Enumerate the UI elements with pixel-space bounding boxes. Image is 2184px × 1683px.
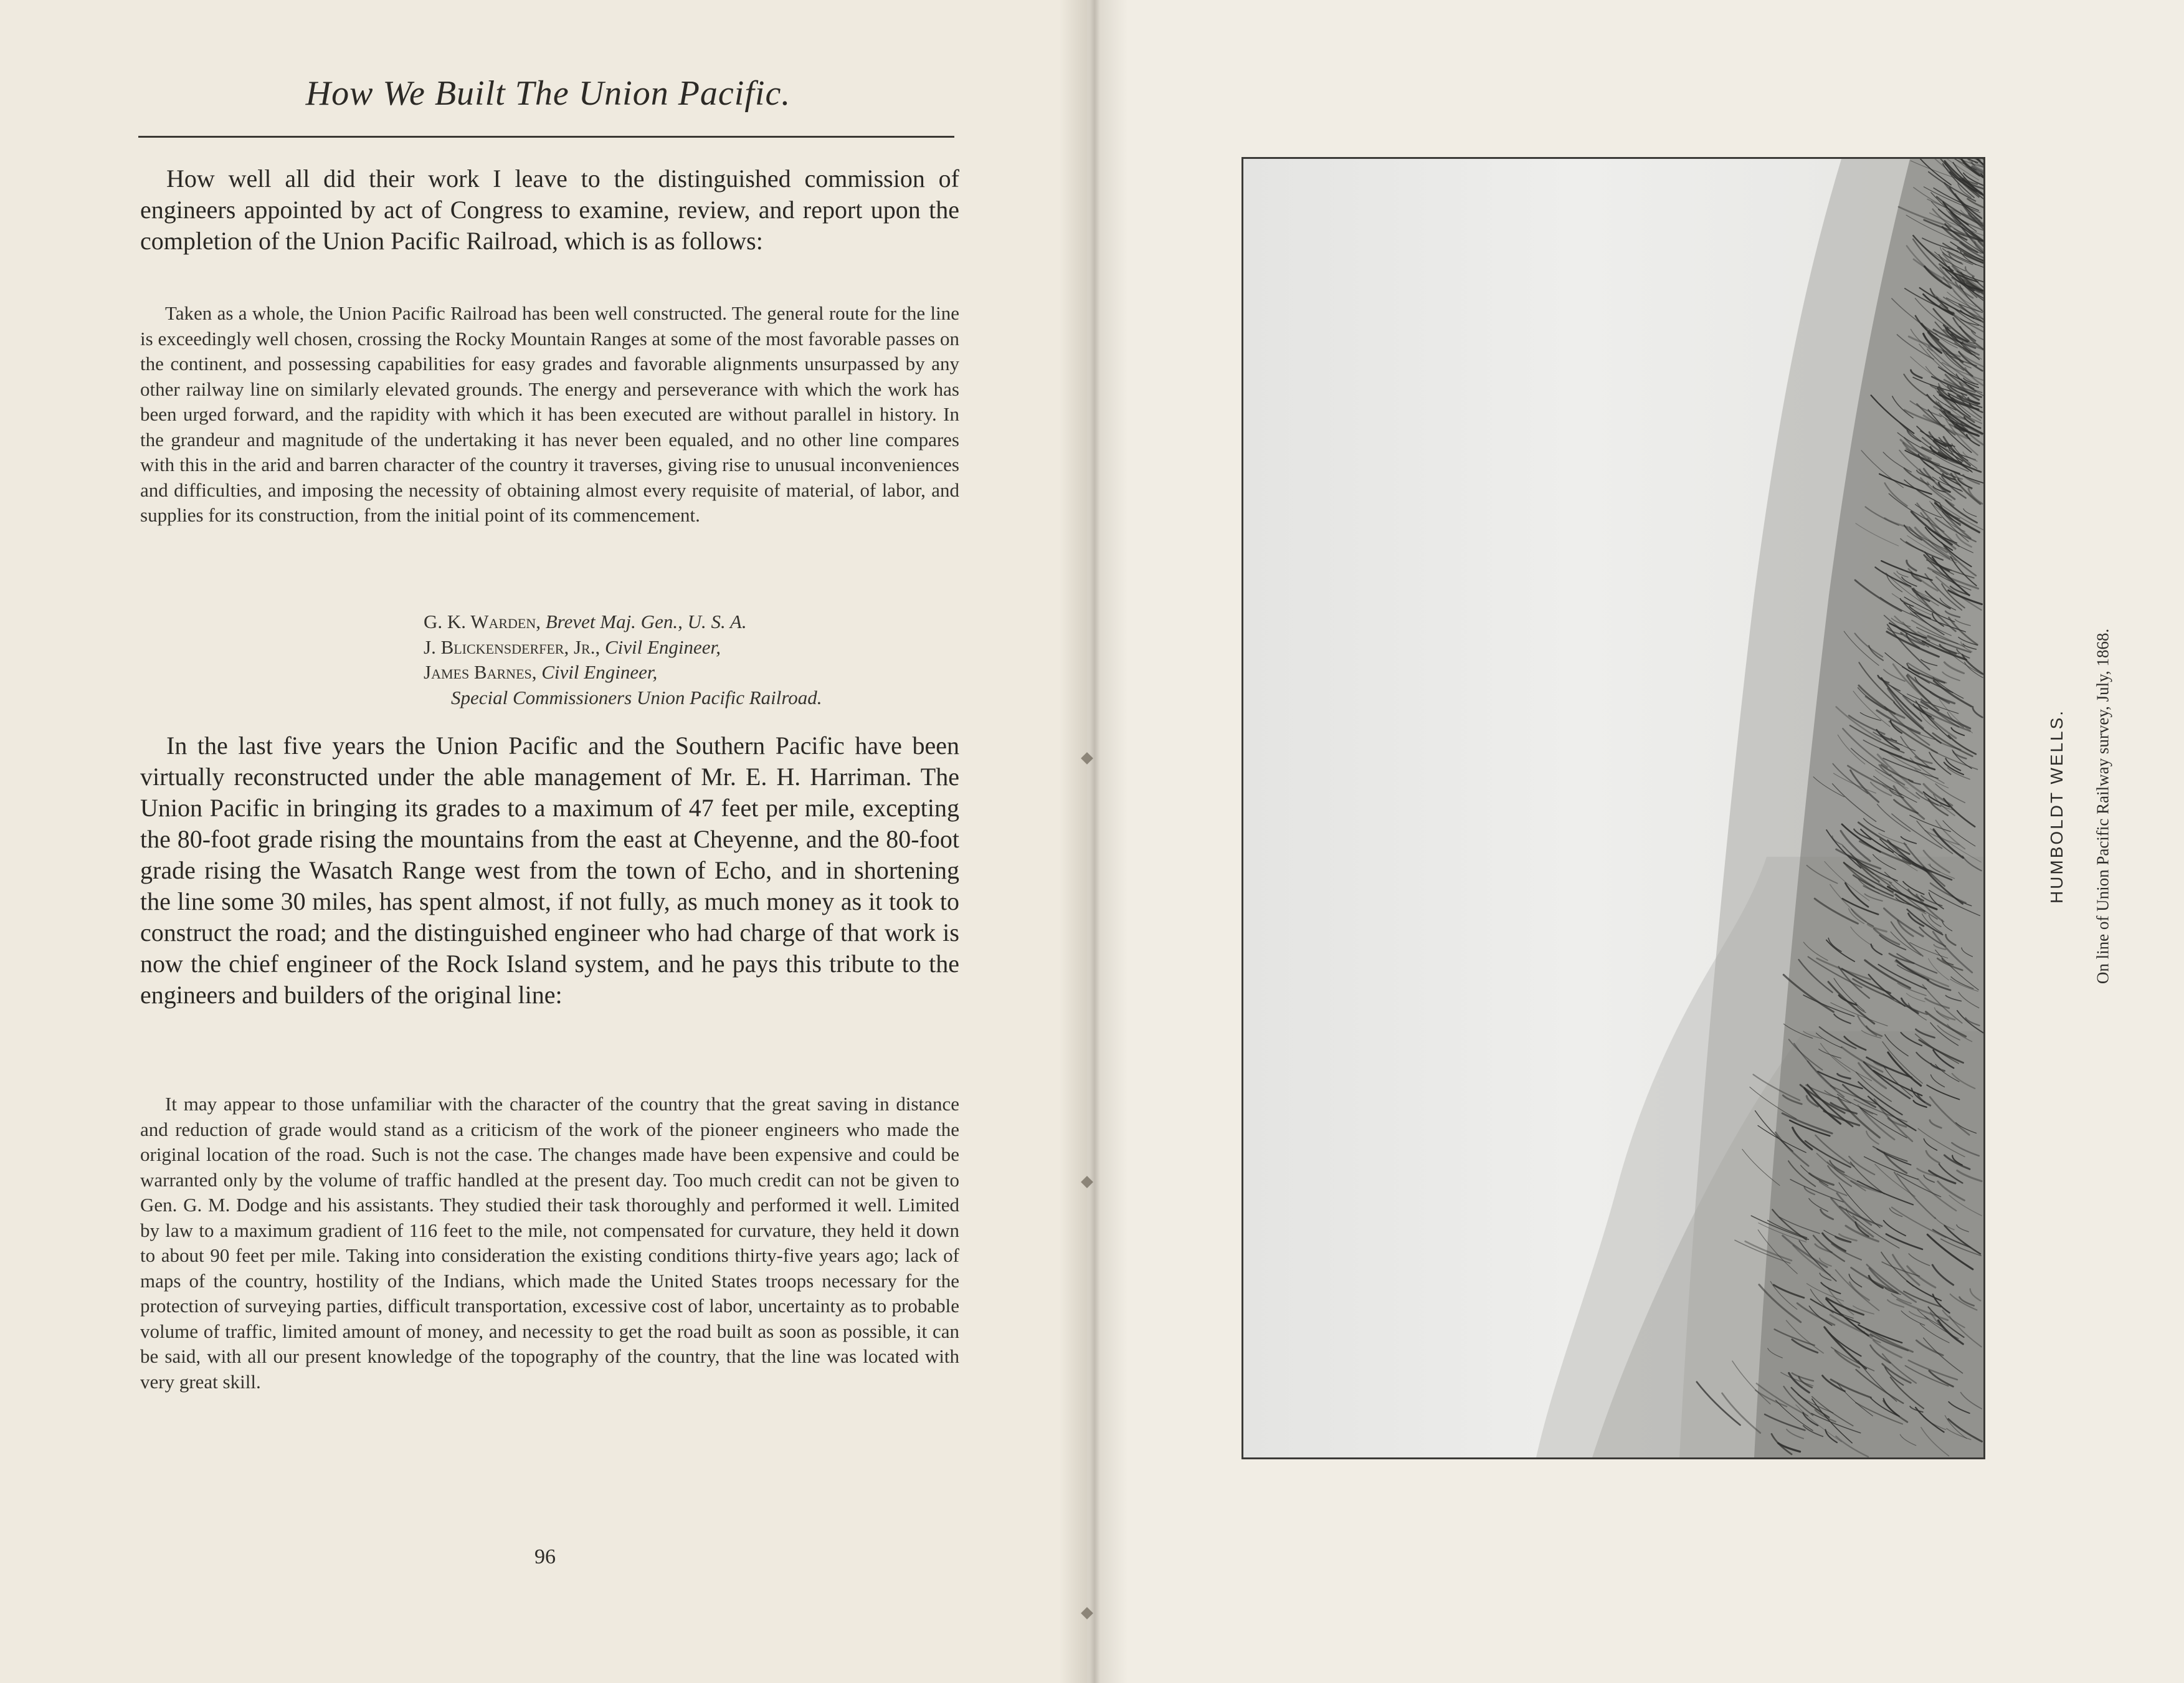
signature-line-3: [424, 660, 959, 685]
left-page: [0, 0, 1087, 1683]
signature-line-4: [424, 685, 959, 711]
plate-caption-subtitle: On line of Union Pacific Railway survey, July, 1868.: [2093, 628, 2112, 985]
signature-block: [424, 609, 959, 710]
book-gutter: [1059, 0, 1128, 1683]
landscape-engraving-icon: [1243, 159, 1983, 1457]
commission-quote: Taken as a whole, the Union Pacific Railroad has been well constructed. The general route for the line is exceedingly well chosen, crossing the Rocky Mountain Ranges at some of the most favorable passes on the continent, and possessing capabilities for easy grades and favorable alignments unsurpassed by any other railway line on similarly elevated grounds. The energy and perseverance with which the work has been urged forward, and the rapidity with which it has been executed are without parallel in history. In the grandeur and magnitude of the undertaking it has never been equaled, and no other line compares with this in the arid and barren character of the country it traverses, giving rise to unusual inconveniences and difficulties, and imposing the necessity of obtaining almost every requisite of material, of labor, and supplies for its construction, from the initial point of its commencement.: [140, 302, 959, 526]
header-rule: [138, 136, 954, 138]
signature-name: G. K. Warden,: [424, 611, 541, 632]
running-head: How We Built The Union Pacific.: [305, 74, 791, 113]
engineer-quote: It may appear to those unfamiliar with the character of the country that the great saving in distance and reduction of grade would stand as a criticism of the work of the pioneer engineers who made the original location of the road. Such is not the case. The changes made have been expensive and could be warranted only by the volume of traffic handled at the present day. Too much credit can not be given to Gen. G. M. Dodge and his assistants. They studied their task thoroughly and performed it well. Limited by law to a maximum gradient of 116 feet to the mile, not compensated for curvature, they held it down to about 90 feet per mile. Taking into consideration the existing conditions thirty-five years ago; lack of maps of the country, hostility of the Indians, which made the United States troops necessary for the protection of surveying parties, difficult transportation, excessive cost of labor, uncertainty as to probable volume of traffic, limited amount of money, and necessity to get the road built as soon as possible, it can be said, with all our present knowledge of the topography of the country, that the line was located with very great skill.: [140, 1093, 959, 1393]
signature-title: Special Commissioners Union Pacific Railroad.: [451, 686, 822, 708]
body-paragraph-1: How well all did their work I leave to the distinguished commission of engineers appointed by act of Congress to examine, review, and report upon the completion of the Union Pacific Railroad, which is as follows:: [140, 164, 959, 255]
signature-name: J. Blickensderfer, Jr.,: [424, 636, 601, 658]
signature-title: Civil Engineer,: [541, 661, 658, 683]
signature-title: Civil Engineer,: [604, 636, 721, 658]
landscape-plate-image: [1242, 157, 1985, 1459]
body-paragraph-2: In the last five years the Union Pacific and the Southern Pacific have been virtually reconstructed under the able management of Mr. E. H. Harriman. The Union Pacific in bringing its grades to a maximum of 47 feet per mile, excepting the 80-foot grade rising the mountains from the east at Cheyenne, and the 80-foot grade rising the Wasatch Range west from the town of Echo, and in shortening the line some 30 miles, has spent almost, if not fully, as much money as it took to construct the road; and the distinguished engineer who had charge of that work is now the chief engineer of the Rock Island system, and he pays this tribute to the engineers and builders of the original line:: [140, 732, 959, 1009]
signature-name: James Barnes,: [424, 661, 537, 683]
signature-line-2: [424, 635, 959, 660]
signature-line-1: [424, 609, 959, 635]
signature-title: Brevet Maj. Gen., U. S. A.: [545, 611, 747, 632]
plate-caption: [1981, 157, 2168, 1456]
page-number: 96: [534, 1545, 556, 1568]
plate-caption-title: HUMBOLDT WELLS.: [2047, 708, 2066, 904]
